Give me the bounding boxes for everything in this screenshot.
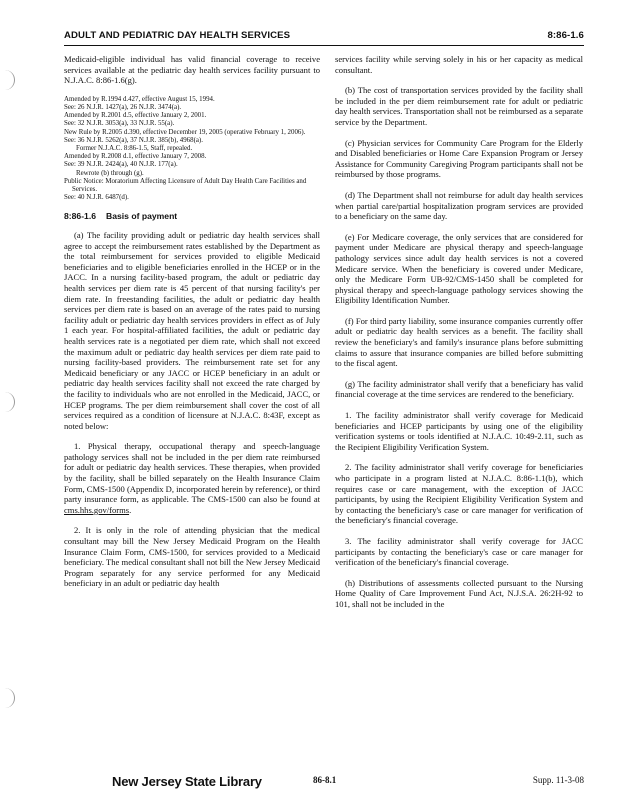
paragraph-f: (f) For third party liability, some insurance companies currently offer adult or pediatric day health services as a benefit. The facility shall review the beneficiary's and family's insurance plans before submitting claims to assure that insurance companies are billed before submitting to the fiscal agent. (335, 315, 583, 369)
intro-paragraph: Medicaid-eligible individual has valid financial coverage to receive services available at the pediatric day health services facility pursuant to N.J.A.C. 8:86-1.6(g). (64, 54, 320, 86)
amendment-line: Rewrote (b) through (g). (76, 169, 144, 177)
paragraph-g: (g) The facility administrator shall verify that a beneficiary has valid financial coverage at the time services are rendered to the beneficiary. (335, 378, 583, 400)
amendment-line: Former N.J.A.C. 8:86-1.5, Staff, repealed. (76, 145, 193, 152)
paragraph-c: (c) Physician services for Community Care Program for the Elderly and Disabled beneficiaries or Home Care Expansion Program or Jersey Assistance for Community Caregiving Program participants shall not be reimbursed by those programs. (335, 137, 583, 180)
binder-hole-mark (2, 70, 15, 90)
section-heading (64, 211, 320, 222)
amendment-history (64, 96, 320, 203)
cms-forms-link[interactable]: cms.hhs.gov/forms (64, 504, 130, 515)
left-column (64, 54, 320, 599)
section-number: 8:86-1.6 (64, 211, 97, 222)
right-column (335, 54, 583, 620)
amendment-line: Amended by R.2001 d.5, effective January 2, 2001. (64, 112, 207, 120)
amendment-line: Amended by R.1994 d.427, effective August 15, 1994. (64, 95, 215, 103)
paragraph-b: (b) The cost of transportation services provided by the facility shall be included in the per diem reimbursement rate for adult or pediatric day health services. Transportation shall not be reimbursed as a separate service by the Department. (335, 85, 583, 127)
amendment-line: See: 32 N.J.R. 3053(a), 33 N.J.R. 55(a). (64, 120, 175, 128)
header-chapter-title: ADULT AND PEDIATRIC DAY HEALTH SERVICES (64, 30, 291, 41)
amendment-line: See: 40 N.J.R. 6487(d). (64, 194, 129, 202)
g-item-1: 1. The facility administrator shall verify coverage for Medicaid beneficiaries and HCEP participants by using one of the eligibility verification systems or tools identified at N.J.A.C. 10:49-2.11, such as the Recipient Eligibility Verification System. (335, 410, 583, 452)
library-watermark: New Jersey State Library (112, 774, 262, 789)
paragraph-e: (e) For Medicare coverage, the only services that are considered for payment under Medicare are physical therapy and speech-language pathology services since adult day health services is not a covered Medicare service. When the beneficiary is covered under Medicare, only the Medicare Form UB-92/CMS-1450 shall be completed for physical therapy and speech-language pathology services showing the Eligibility Identification Number. (335, 231, 583, 306)
paragraph-a: (a) The facility providing adult or pediatric day health services shall agree to accept the reimbursement rates established by the Department as the total reimbursement for services provided to eligible Medicaid beneficiaries and to eligible beneficiaries enrolled in the HCEP or in the JACC. In a nursing facility-based program, the adult or pediatric day health services per diem rate is 45 percent of that nursing facility's per diem rate. In freestanding facilities, the adult or pediatric day health services per diem rate is based on an average of the rates paid to nursing facility adult or pediatric day health services providers in effect as of July 1 each year. For hospital-affiliated facilities, the adult or pediatric day health services rate is a negotiated per diem rate, which shall not exceed the maximum adult or pediatric day health services per diem rate paid to nursing facility-based providers. The reimbursement rate set for any Medicaid beneficiary or any JACC or HCEP beneficiary in an adult or pediatric day health services facility shall not exceed the rate charged by the facility to individuals who are not enrolled in the Medicaid, JACC, or HCEP programs. The per diem reimbursement shall cover the cost of all services required as a condition of licensure at N.J.A.C. 8:43F, except as noted below: (64, 230, 320, 431)
amendment-line: Amended by R.2008 d.1, effective January 7, 2008. (64, 153, 207, 161)
page-number: 86-8.1 (313, 775, 337, 785)
section-title: Basis of payment (106, 211, 178, 222)
list-item-1 (64, 441, 320, 515)
list-item-1-end: . (129, 504, 132, 515)
paragraph-d: (d) The Department shall not reimburse for adult day health services when partial care/partial hospitalization program services are provided to a beneficiary on the same day. (335, 189, 583, 222)
list-item-2: 2. It is only in the role of attending physician that the medical consultant may bill the New Jersey Medicaid Program on the Health Insurance Claim Form, CMS-1500, for services provided to a Medicaid beneficiary. The medical consultant shall not bill the New Jersey Medicaid Program separately for any service performed for any Medicaid beneficiary in an adult or pediatric day health (64, 525, 320, 589)
list-item-1-text: 1. Physical therapy, occupational therapy and speech-language pathology services shall not be included in the per diem rate reimbursed for adult or pediatric day health services. These therapies, when provided by the facility, shall be billed separately on the Health Insurance Claim Form, CMS-1500 (Appendix D, incorporated herein by reference), or third party insurance form, as applicable. The CMS-1500 can also be found at (64, 441, 320, 505)
paragraph-h: (h) Distributions of assessments collected pursuant to the Nursing Home Quality of Care Improvement Fund Act, N.J.S.A. 26:2H-92 to 101, shall not be included in the (335, 577, 583, 609)
running-header (64, 30, 584, 44)
header-rule (64, 45, 584, 46)
g-item-2: 2. The facility administrator shall verify coverage for beneficiaries who participate in a program listed at N.J.A.C. 8:86-1.1(b), which requires case or care management, with the exception of JACC participants, by using the Recipient Eligibility Verification System and by contacting the beneficiary's case or care manager for verification of the beneficiary's financial coverage. (335, 462, 583, 526)
amendment-line: See: 36 N.J.R. 5262(a), 37 N.J.R. 385(b), 4968(a). (64, 136, 203, 144)
header-section-number: 8:86-1.6 (547, 30, 584, 41)
g-item-3: 3. The facility administrator shall verify coverage for JACC participants by contacting the beneficiary's case or care manager for verification of the beneficiary's financial coverage. (335, 535, 583, 568)
amendment-line: See: 39 N.J.R. 2424(a), 40 N.J.R. 177(a). (64, 161, 178, 169)
amendment-line: Public Notice: Moratorium Affecting Licensure of Adult Day Health Care Facilities and Services. (64, 177, 307, 194)
continuation-paragraph: services facility while serving solely in his or her capacity as medical consultant. (335, 54, 583, 75)
supplement-date: Supp. 11-3-08 (532, 775, 584, 785)
binder-hole-mark (2, 688, 15, 708)
binder-hole-mark (2, 392, 15, 412)
amendment-line: See: 26 N.J.R. 1427(a), 26 N.J.R. 3474(a). (64, 103, 182, 111)
amendment-line: New Rule by R.2005 d.390, effective December 19, 2005 (operative February 1, 2006). (64, 128, 306, 136)
